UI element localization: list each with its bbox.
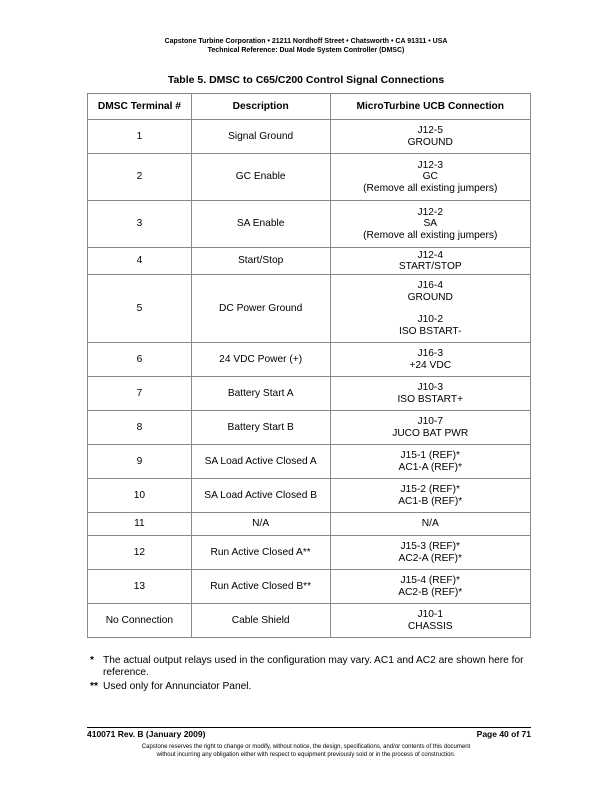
connection-line: J10-7 <box>417 416 443 427</box>
connection-line: AC1-B (REF)* <box>398 495 463 507</box>
description-cell: SA Load Active Closed A <box>191 445 330 479</box>
terminal-cell: 6 <box>88 343 192 377</box>
connection-line: J15-3 (REF)* <box>400 541 460 552</box>
description-cell: N/A <box>191 513 330 536</box>
connection-line: ISO BSTART+ <box>397 393 464 405</box>
connection-cell <box>330 201 531 248</box>
connection-line: GROUND <box>407 136 453 148</box>
connection-line: AC1-A (REF)* <box>398 461 462 473</box>
connection-line: J15-4 (REF)* <box>400 575 460 586</box>
terminal-cell: 3 <box>88 201 192 248</box>
terminal-cell: 11 <box>88 513 192 536</box>
description-cell: Run Active Closed B** <box>191 570 330 604</box>
connection-line: (Remove all existing jumpers) <box>363 229 498 241</box>
footer-doc-number: 410071 Rev. B (January 2009) <box>87 729 206 739</box>
connection-line: J12-2 <box>417 206 443 218</box>
signal-connections-table <box>87 93 531 638</box>
connection-cell <box>330 604 531 638</box>
table-row <box>88 479 531 513</box>
connection-line: CHASSIS <box>407 620 453 632</box>
table-row <box>88 154 531 201</box>
description-cell: DC Power Ground <box>191 275 330 343</box>
terminal-cell: 12 <box>88 536 192 570</box>
connection-line: GC <box>422 171 438 183</box>
description-cell: 24 VDC Power (+) <box>191 343 330 377</box>
connection-line: AC2-B (REF)* <box>398 586 463 598</box>
connection-line: J10-2 <box>417 314 443 325</box>
table-row <box>88 248 531 275</box>
connection-line: J15-1 (REF)* <box>400 450 460 461</box>
description-cell: Battery Start A <box>191 377 330 411</box>
connection-line: GROUND <box>407 291 453 303</box>
connection-cell <box>330 248 531 275</box>
table-row <box>88 604 531 638</box>
connection-line: START/STOP <box>398 261 462 272</box>
connection-line: J12-3 <box>417 159 443 171</box>
connection-cell <box>330 275 531 343</box>
column-header-description: Description <box>191 94 330 120</box>
table-header-row <box>88 94 531 120</box>
description-cell: Cable Shield <box>191 604 330 638</box>
connection-cell <box>330 479 531 513</box>
description-cell: Start/Stop <box>191 248 330 275</box>
connection-cell <box>330 570 531 604</box>
footnote-marker: ** <box>90 681 98 692</box>
connection-line: J15-2 (REF)* <box>400 484 460 495</box>
terminal-cell: 7 <box>88 377 192 411</box>
connection-cell <box>330 343 531 377</box>
table-row <box>88 513 531 536</box>
footer-disclaimer-line1: Capstone reserves the right to change or modify, without notice, the design, specifications, and/or contents of this document <box>141 744 471 750</box>
description-cell: GC Enable <box>191 154 330 201</box>
connection-line: J16-3 <box>417 348 443 359</box>
table-row <box>88 275 531 343</box>
footer-page-number: Page 40 of 71 <box>476 729 531 739</box>
connection-cell <box>330 411 531 445</box>
terminal-cell: 8 <box>88 411 192 445</box>
footer-rule <box>87 727 531 728</box>
table-row <box>88 445 531 479</box>
connection-cell <box>330 513 531 536</box>
table-row <box>88 570 531 604</box>
connection-cell <box>330 536 531 570</box>
connection-line: J10-3 <box>417 382 443 393</box>
description-cell: SA Load Active Closed B <box>191 479 330 513</box>
table-title: Table 5. DMSC to C65/C200 Control Signal Connections <box>167 74 445 86</box>
footnote-text: Used only for Annunciator Panel. <box>103 681 252 692</box>
connection-cell <box>330 120 531 154</box>
column-header-terminal: DMSC Terminal # <box>88 94 192 120</box>
table-row <box>88 120 531 154</box>
table-row <box>88 377 531 411</box>
connection-line: J10-1 <box>417 609 443 620</box>
table-row <box>88 343 531 377</box>
connection-line: J16-4 <box>417 280 443 291</box>
description-cell: Run Active Closed A** <box>191 536 330 570</box>
column-header-connection: MicroTurbine UCB Connection <box>330 94 531 120</box>
table-row <box>88 411 531 445</box>
connection-cell <box>330 377 531 411</box>
connection-line: J12-4 <box>417 249 443 261</box>
header-company-line: Capstone Turbine Corporation • 21211 Nordhoff Street • Chatsworth • CA 91311 • USA <box>164 38 448 45</box>
connection-line: AC2-A (REF)* <box>398 552 462 564</box>
table-row <box>88 201 531 248</box>
table-row <box>88 536 531 570</box>
footnote-text: The actual output relays used in the configuration may vary. AC1 and AC2 are shown here for reference. <box>103 655 524 678</box>
connection-line: N/A <box>421 518 439 530</box>
footnote-relays <box>90 655 532 679</box>
description-cell: Battery Start B <box>191 411 330 445</box>
terminal-cell: No Connection <box>88 604 192 638</box>
header-document-title: Technical Reference: Dual Mode System Controller (DMSC) <box>207 47 405 54</box>
description-cell: Signal Ground <box>191 120 330 154</box>
connection-line: J12-5 <box>417 125 443 136</box>
footnote-annunciator <box>90 681 532 693</box>
description-cell: SA Enable <box>191 201 330 248</box>
terminal-cell: 1 <box>88 120 192 154</box>
terminal-cell: 5 <box>88 275 192 343</box>
connection-line: SA <box>423 218 438 230</box>
connection-line: JUCO BAT PWR <box>392 427 469 439</box>
connection-line: (Remove all existing jumpers) <box>363 182 498 194</box>
footnote-marker: * <box>90 655 94 666</box>
connection-cell <box>330 154 531 201</box>
terminal-cell: 4 <box>88 248 192 275</box>
terminal-cell: 9 <box>88 445 192 479</box>
terminal-cell: 2 <box>88 154 192 201</box>
terminal-cell: 10 <box>88 479 192 513</box>
connection-line: ISO BSTART- <box>399 325 462 337</box>
connection-line: +24 VDC <box>409 359 452 371</box>
terminal-cell: 13 <box>88 570 192 604</box>
connection-cell <box>330 445 531 479</box>
connection-line <box>333 303 529 314</box>
footer-disclaimer-line2: without incurring any obligation either with respect to equipment previously sold or in the process of construction. <box>156 752 456 758</box>
